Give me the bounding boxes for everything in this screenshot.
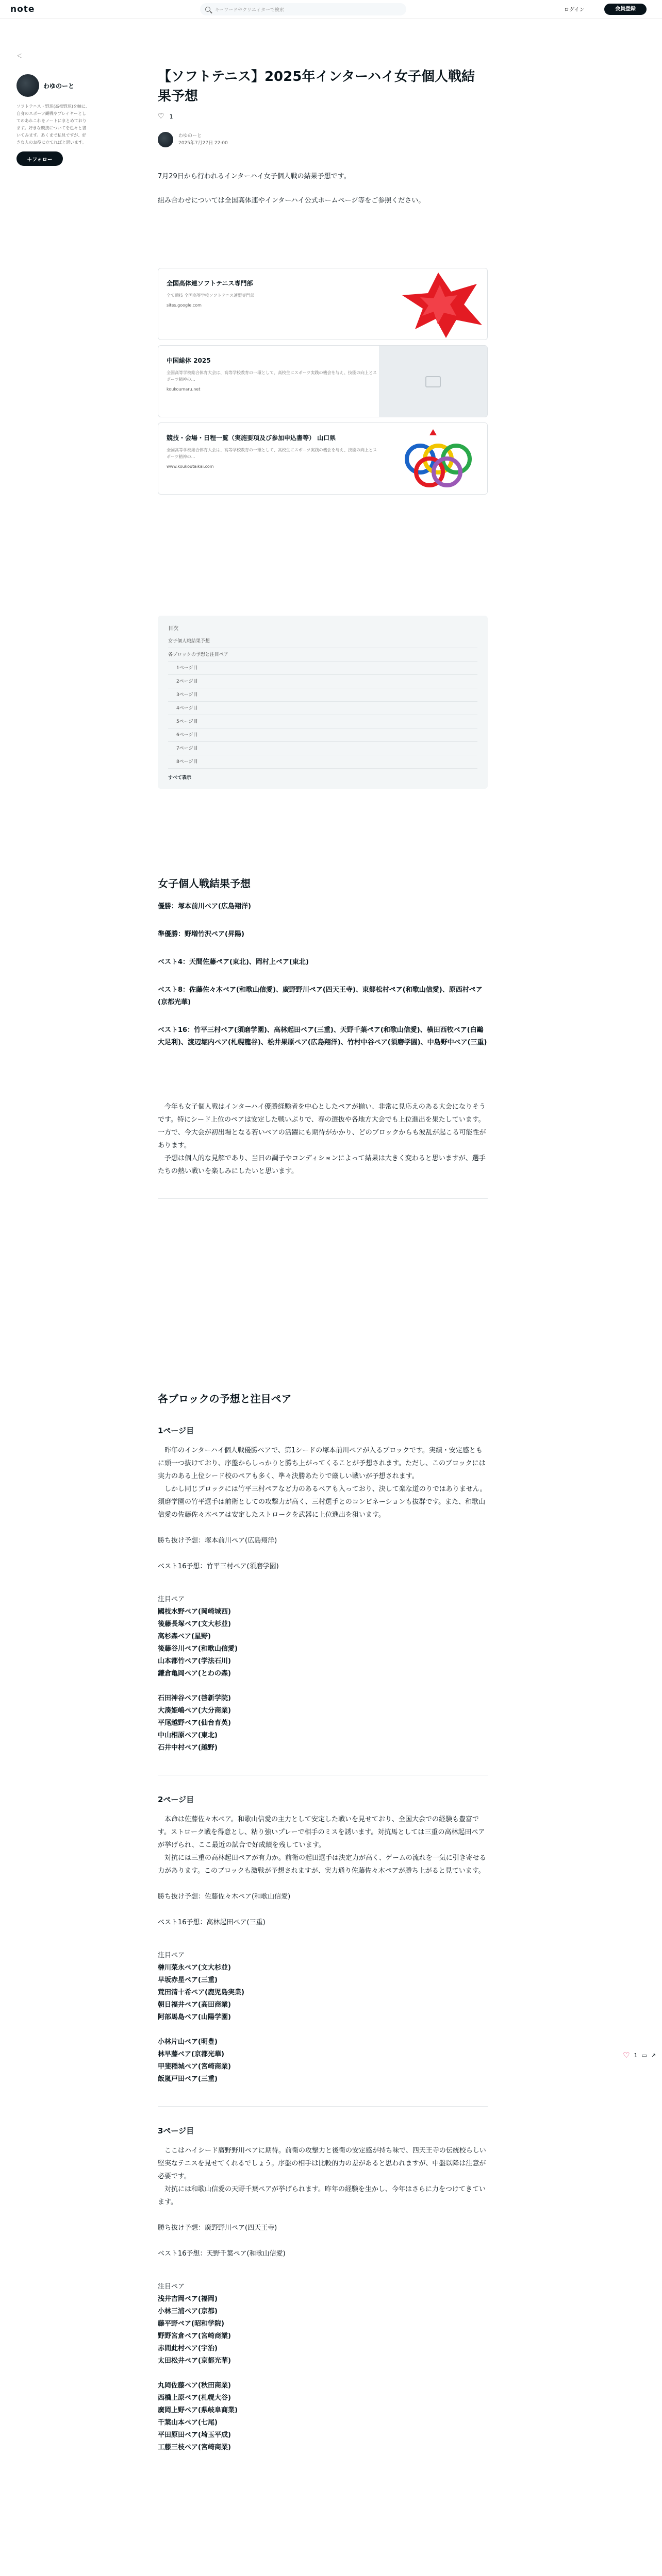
card-thumbnail: [379, 423, 487, 495]
notable-pair: 國枝水野ペア(岡崎城西): [158, 1608, 231, 1616]
toc-heading: 目次: [168, 626, 178, 632]
notable-pair: 平田原田ペア(埼玉平成): [158, 2431, 231, 2439]
block-best16-prediction: ベスト16予想：高林起田ペア(三重): [158, 1919, 266, 1926]
notable-pair: 太田松井ペア(京都光華): [158, 2357, 231, 2365]
block-heading: 3ページ目: [158, 2126, 194, 2136]
notable-pair: 大湊姫嶋ペア(大分商業): [158, 1707, 231, 1715]
page-title: 【ソフトテニス】2025年インターハイ女子個人戦結果予想: [158, 69, 475, 104]
card-desc: 全国高等学校総合体育大会は、高等学校教育の一環として、高校生にスポーツ実践の機会を与え、技能の向上とスポーツ精神の…: [167, 370, 377, 382]
floating-like-count: 1: [634, 2052, 638, 2059]
byline-author[interactable]: わゆのーと: [178, 133, 202, 139]
notable-label: 注目ペア: [158, 2283, 185, 2291]
notable-pair: 山本都竹ペア(学法石川): [158, 1657, 231, 1665]
author-bio: ソフトテニス・野球(高校野球)を軸に、自身のスポーツ観戦やプレイヤーとしてのあれこれをノートにまとめております。好きな競技についてを色々と書いてみます。あくまで私見ですが、好きな人のお役に立てればと思います。: [16, 104, 90, 145]
notable-pair: 後藤長塚ペア(文大杉並): [158, 1620, 231, 1628]
author-name[interactable]: わゆのーと: [43, 82, 75, 90]
block-best16-prediction: ベスト16予想：天野千葉ペア(和歌山信愛): [158, 2250, 286, 2258]
notable-pair: 小林片山ペア(明豊): [158, 2038, 218, 2046]
toc-item[interactable]: 3ページ目: [168, 688, 477, 702]
card-url: sites.google.com: [167, 303, 202, 308]
share-icon[interactable]: ↗: [651, 2052, 656, 2059]
block-winner-prediction: 勝ち抜け予想：廣野野川ペア(四天王寺): [158, 2224, 277, 2232]
top-header: [0, 0, 662, 19]
card-title: 全国高体連ソフトテニス専門部: [167, 280, 253, 287]
byline-avatar[interactable]: [158, 132, 173, 147]
notable-label: 注目ペア: [158, 1952, 185, 1959]
toc-item[interactable]: 4ページ目: [168, 702, 477, 715]
table-of-contents: [158, 616, 488, 789]
byline: [158, 132, 228, 147]
notable-pair: 荒田清十希ペア(鹿児島実業): [158, 1989, 244, 1996]
paragraph: 予想は個人的な見解であり、当日の調子やコンディションによって結果は大きく変わると思いますが、選手たちの熱い戦いを楽しみにしたいと思います。: [158, 1155, 486, 1175]
notable-pair: 西橋上原ペア(札幌大谷): [158, 2394, 231, 2402]
notable-pair: 高杉森ペア(星野): [158, 1633, 211, 1640]
paragraph: 本命は佐藤佐々木ペア。和歌山信愛の主力として安定した戦いを見せており、全国大会での経験も豊富です。ストローク戦を得意とし、粘り強いプレーで相手のミスを誘います。対抗馬としては三重の高林起田ペアが挙げられ、ここ最近の試合で好成績を残しています。: [158, 1816, 485, 1849]
notable-label: 注目ペア: [158, 1596, 185, 1603]
toc-item[interactable]: 7ページ目: [168, 742, 477, 755]
prediction-best16: ベスト16：竹平三村ペア(須磨学園)、高林起田ペア(三重)、天野千葉ペア(和歌山信愛)、横田西牧ペア(白鷗大足利)、渡辺堀内ペア(札幌龍谷)、松井果原ペア(広島翔洋)、竹村中谷ペア(須磨学園)、中島野中ペア(三重): [158, 1026, 487, 1046]
paragraph: 対抗には三重の高林起田ペアが有力か。前衛の起田選手は決定力が高く、ゲームの流れを一気に引き寄せる力があります。このブロックも激戦が予想されますが、実力通り佐藤佐々木ペアが勝ち上がると見ています。: [158, 1854, 486, 1875]
card-url: www.koukoutaikai.com: [167, 464, 214, 469]
paragraph: 昨年のインターハイ個人戦優勝ペアで、第1シードの塚本前川ペアが入るブロックです。実績・安定感ともに頭一つ抜けており、序盤からしっかりと勝ち上がってくることが予想されます。ただし、このブロックには実力のある上位シード校のペアも多く、準々決勝あたりで厳しい戦いが予想されます。: [158, 1447, 486, 1480]
follow-button[interactable]: ＋フォロー: [16, 151, 63, 166]
toc-show-all-button[interactable]: すべて表示: [168, 775, 191, 781]
notable-pair: 石井中村ペア(越野): [158, 1744, 218, 1752]
notable-pair: 甲斐稲城ペア(宮崎商業): [158, 2063, 231, 2071]
toc-item[interactable]: 8ページ目: [168, 755, 477, 769]
toc-item[interactable]: 6ページ目: [168, 728, 477, 742]
note-logo[interactable]: note: [10, 4, 35, 14]
card-desc: 全国高等学校総合体育大会は、高等学校教育の一環として、高校生にスポーツ実践の機会を与え、技能の向上とスポーツ精神の…: [167, 448, 377, 459]
notable-pair: 石田神谷ペア(啓新学院): [158, 1694, 231, 1702]
search-placeholder: キーワードやクリエイターで検索: [214, 7, 284, 13]
notable-pair: 中山相原ペア(東北): [158, 1732, 218, 1739]
card-title: 競技・会場・日程一覧（実施要項及び参加申込書等） 山口県: [167, 434, 336, 442]
notable-pair: 林早藤ペア(京都光華): [158, 2050, 224, 2058]
interhigh-logo: [379, 423, 487, 495]
notable-pair: 藤平野ペア(昭和学院): [158, 2320, 224, 2328]
divider: [158, 2106, 488, 2107]
card-url: koukoumaru.net: [167, 387, 201, 392]
card-desc: 全て競技 全国高等学校ソフトテニス連盟専門部: [167, 293, 255, 298]
avatar[interactable]: [16, 74, 39, 97]
notable-pair: 廣岡上野ペア(県岐阜商業): [158, 2406, 238, 2414]
section-blocks: [158, 1391, 488, 2454]
notable-pair: 後藤谷川ペア(和歌山信愛): [158, 1645, 238, 1653]
like-count: 1: [169, 113, 173, 120]
publish-date: 2025年7月27日 22:00: [178, 141, 228, 146]
like-bar: [158, 112, 173, 121]
toc-item[interactable]: 2ページ目: [168, 675, 477, 688]
author-row[interactable]: [16, 74, 94, 97]
notable-pair: 鎌倉亀岡ペア(とわの森): [158, 1670, 231, 1677]
login-link[interactable]: ログイン: [564, 7, 585, 13]
paragraph: しかし同じブロックには竹平三村ペアなど力のあるペアも入っており、決して楽な道のりではありません。須磨学園の竹平選手は前衛としての攻撃力が高く、三村選手とのコンビネーションも抜群です。また、和歌山信愛の佐藤佐々木ペアは安定したストロークを武器に上位進出を狙います。: [158, 1485, 487, 1519]
comment-icon[interactable]: ▭: [641, 2052, 647, 2059]
prediction-winner: 優勝：塚本前川ペア(広島翔洋): [158, 903, 251, 910]
notable-pair: 平尾越野ペア(仙台育英): [158, 1719, 231, 1727]
paragraph: 今年も女子個人戦はインターハイ優勝経験者を中心としたペアが揃い、非常に見応えのある大会になりそうです。特にシード上位のペアは安定した戦いぶりで、春の選抜や各地方大会でも上位進出を果たしています。一方で、今大会が初出場となる若いペアの活躍にも期待がかかり、どのブロックからも波乱が起こる可能性があります。: [158, 1103, 486, 1149]
block-winner-prediction: 勝ち抜け予想：佐藤佐々木ペア(和歌山信愛): [158, 1893, 291, 1901]
toc-item[interactable]: 5ページ目: [168, 715, 477, 728]
notable-pair: 飯嵐戸田ペア(三重): [158, 2075, 218, 2083]
intro-line-1: 7月29日から行われるインターハイ女子個人戦の結果予想です。: [158, 173, 351, 180]
prediction-best8: ベスト8：佐藤佐々木ペア(和歌山信愛)、廣野野川ペア(四天王寺)、東郷松村ペア(和歌山信愛)、原西村ペア(京都光華): [158, 986, 483, 1006]
link-card[interactable]: [158, 422, 488, 495]
block-winner-prediction: 勝ち抜け予想：塚本前川ペア(広島翔洋): [158, 1537, 277, 1545]
card-thumbnail: [379, 346, 487, 417]
notable-pair: 千葉山本ペア(七尾): [158, 2419, 218, 2427]
block-heading: 1ページ目: [158, 1426, 194, 1435]
red-star-logo: [379, 268, 487, 340]
link-card[interactable]: [158, 268, 488, 340]
toc-item[interactable]: 各ブロックの予想と注目ペア: [168, 648, 477, 662]
block-heading: 2ページ目: [158, 1795, 194, 1804]
back-icon[interactable]: ＜: [16, 53, 22, 59]
author-sidebar: [16, 52, 94, 166]
signup-button[interactable]: 会員登録: [604, 4, 647, 15]
prediction-runner-up: 準優勝：野増竹沢ペア(昇陽): [158, 930, 244, 938]
paragraph: 対抗には和歌山信愛の天野千葉ペアが挙げられます。昨年の経験を生かし、今年はさらに力をつけてきています。: [158, 2185, 486, 2206]
notable-pair: 工藤三枝ペア(宮崎商業): [158, 2444, 231, 2451]
intro-line-2: 組み合わせについては全国高体連やインターハイ公式ホームページ等をご参照ください。: [158, 197, 425, 205]
notable-pair: 早坂赤星ペア(三重): [158, 1976, 218, 1984]
divider: [158, 1198, 488, 1199]
toc-item[interactable]: 1ページ目: [168, 662, 477, 675]
floating-actions: [623, 2050, 656, 2060]
notable-pair: 丸岡佐藤ペア(秋田商業): [158, 2382, 231, 2389]
notable-pair: 朝日福井ペア(高田商業): [158, 2001, 231, 2009]
card-thumbnail: [379, 268, 487, 340]
notable-pair: 阿部馬島ペア(山陽学園): [158, 2013, 231, 2021]
section-prediction: [158, 876, 488, 1199]
card-title: 中国総体 2025: [167, 357, 211, 364]
notable-pair: 榊川菜永ペア(文大杉並): [158, 1964, 231, 1972]
section-heading: 女子個人戦結果予想: [158, 877, 251, 890]
section-heading: 各ブロックの予想と注目ペア: [158, 1393, 292, 1405]
notable-pair: 野野宮倉ペア(宮崎商業): [158, 2332, 231, 2340]
image-placeholder-icon: [425, 376, 441, 387]
notable-pair: 小林三浦ペア(京都): [158, 2308, 218, 2315]
notable-pair: 浅井吉岡ペア(福岡): [158, 2295, 218, 2303]
block-best16-prediction: ベスト16予想：竹平三村ペア(須磨学園): [158, 1563, 279, 1570]
toc-item[interactable]: 女子個人戦結果予想: [168, 635, 477, 648]
link-card[interactable]: [158, 345, 488, 417]
search-input[interactable]: [200, 3, 406, 15]
prediction-best4: ベスト4：天間佐藤ペア(東北)、岡村上ペア(東北): [158, 958, 309, 966]
notable-pair: 赤間此村ペア(宇治): [158, 2345, 218, 2352]
heart-icon[interactable]: ♡: [623, 2050, 630, 2060]
heart-icon[interactable]: ♡: [158, 112, 164, 121]
search-icon: [205, 7, 210, 12]
paragraph: ここはハイシード廣野野川ペアに期待。前衛の攻撃力と後衛の安定感が持ち味で、四天王寺の伝統校らしい堅実なテニスを見せてくれるでしょう。序盤の相手は比較的力の差があると思われますが、中盤以降は注意が必要です。: [158, 2147, 486, 2180]
intro-text: [158, 170, 488, 207]
